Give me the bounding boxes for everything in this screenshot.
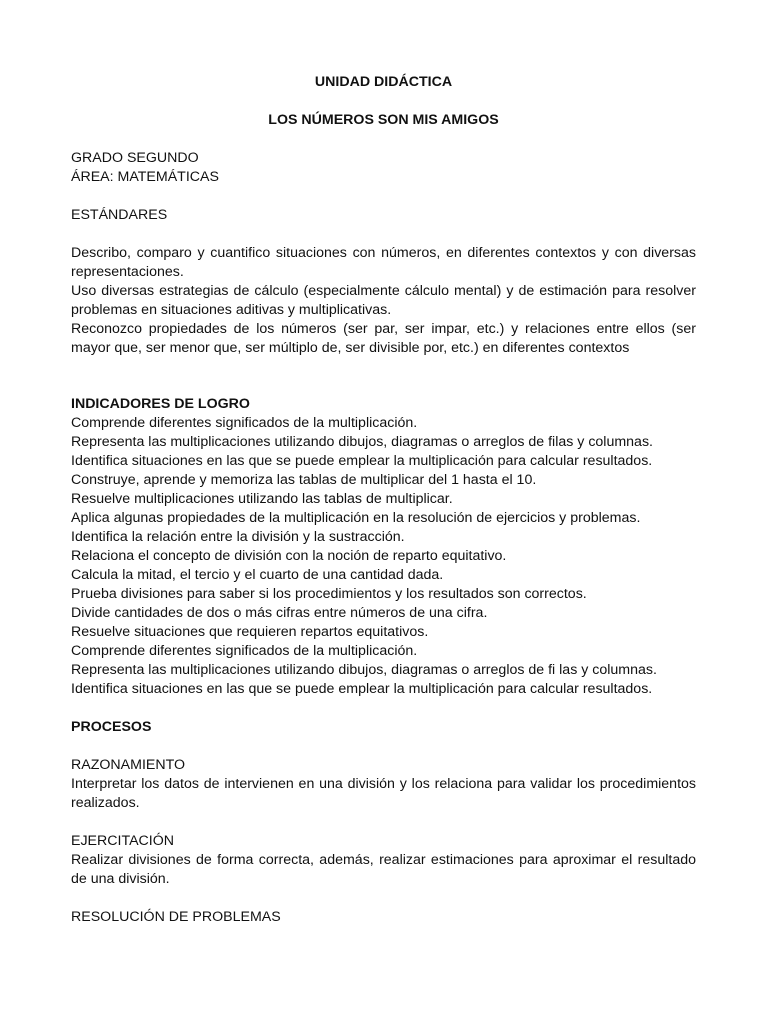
indicators-heading: INDICADORES DE LOGRO xyxy=(71,396,250,412)
indicators-section xyxy=(71,395,696,699)
grade-label: GRADO SEGUNDO xyxy=(71,150,199,166)
area-label: ÁREA: MATEMÁTICAS xyxy=(71,169,219,185)
process-block-ejercitacion xyxy=(71,832,696,889)
process-name: RESOLUCIÓN DE PROBLEMAS xyxy=(71,909,281,925)
process-block-resolucion xyxy=(71,908,696,927)
indicator-item: Identifica situaciones en las que se puede emplear la multiplicación para calcular resultados. xyxy=(71,681,653,697)
grade-area-block xyxy=(71,149,696,187)
standard-item: Uso diversas estrategias de cálculo (especialmente cálculo mental) y de estimación para resolver problemas en situaciones aditivas y multiplicativas. xyxy=(71,283,696,318)
processes-section xyxy=(71,718,696,927)
document-subtitle: LOS NÚMEROS SON MIS AMIGOS xyxy=(268,112,499,128)
process-text: Realizar divisiones de forma correcta, además, realizar estimaciones para aproximar el resultado de una división. xyxy=(71,852,696,887)
standard-item: Describo, comparo y cuantifico situaciones con números, en diferentes contextos y con diversas representaciones. xyxy=(71,245,696,280)
indicator-item: Identifica la relación entre la división y la sustracción. xyxy=(71,529,405,545)
standards-heading: ESTÁNDARES xyxy=(71,207,168,223)
indicator-item: Relaciona el concepto de división con la noción de reparto equitativo. xyxy=(71,548,507,564)
indicator-item: Resuelve multiplicaciones utilizando las tablas de multiplicar. xyxy=(71,491,453,507)
processes-heading: PROCESOS xyxy=(71,719,152,735)
indicator-item: Aplica algunas propiedades de la multiplicación en la resolución de ejercicios y problemas. xyxy=(71,510,641,526)
indicator-item: Construye, aprende y memoriza las tablas de multiplicar del 1 hasta el 10. xyxy=(71,472,537,488)
indicator-item: Representa las multiplicaciones utilizando dibujos, diagramas o arreglos de fi las y columnas. xyxy=(71,662,657,678)
standards-list xyxy=(71,244,696,358)
indicator-item: Prueba divisiones para saber si los procedimientos y los resultados son correctos. xyxy=(71,586,587,602)
document-page xyxy=(71,72,696,927)
process-block-razonamiento xyxy=(71,756,696,813)
process-text: Interpretar los datos de intervienen en una división y los relaciona para validar los procedimientos realizados. xyxy=(71,776,696,811)
indicator-item: Comprende diferentes significados de la multiplicación. xyxy=(71,643,418,659)
indicators-list xyxy=(71,414,696,699)
indicator-item: Calcula la mitad, el tercio y el cuarto de una cantidad dada. xyxy=(71,567,444,583)
process-name: RAZONAMIENTO xyxy=(71,757,186,773)
indicator-item: Comprende diferentes significados de la multiplicación. xyxy=(71,415,418,431)
standard-item: Reconozco propiedades de los números (ser par, ser impar, etc.) y relaciones entre ellos (ser mayor que, ser menor que, ser múltiplo de, ser divisible por, etc.) en diferentes contextos xyxy=(71,321,696,356)
indicator-item: Resuelve situaciones que requieren repartos equitativos. xyxy=(71,624,429,640)
process-name: EJERCITACIÓN xyxy=(71,833,174,849)
indicator-item: Identifica situaciones en las que se puede emplear la multiplicación para calcular resultados. xyxy=(71,453,653,469)
document-title: UNIDAD DIDÁCTICA xyxy=(314,74,453,90)
standards-section xyxy=(71,206,696,358)
indicator-item: Divide cantidades de dos o más cifras entre números de una cifra. xyxy=(71,605,488,621)
indicator-item: Representa las multiplicaciones utilizando dibujos, diagramas o arreglos de filas y columnas. xyxy=(71,434,653,450)
